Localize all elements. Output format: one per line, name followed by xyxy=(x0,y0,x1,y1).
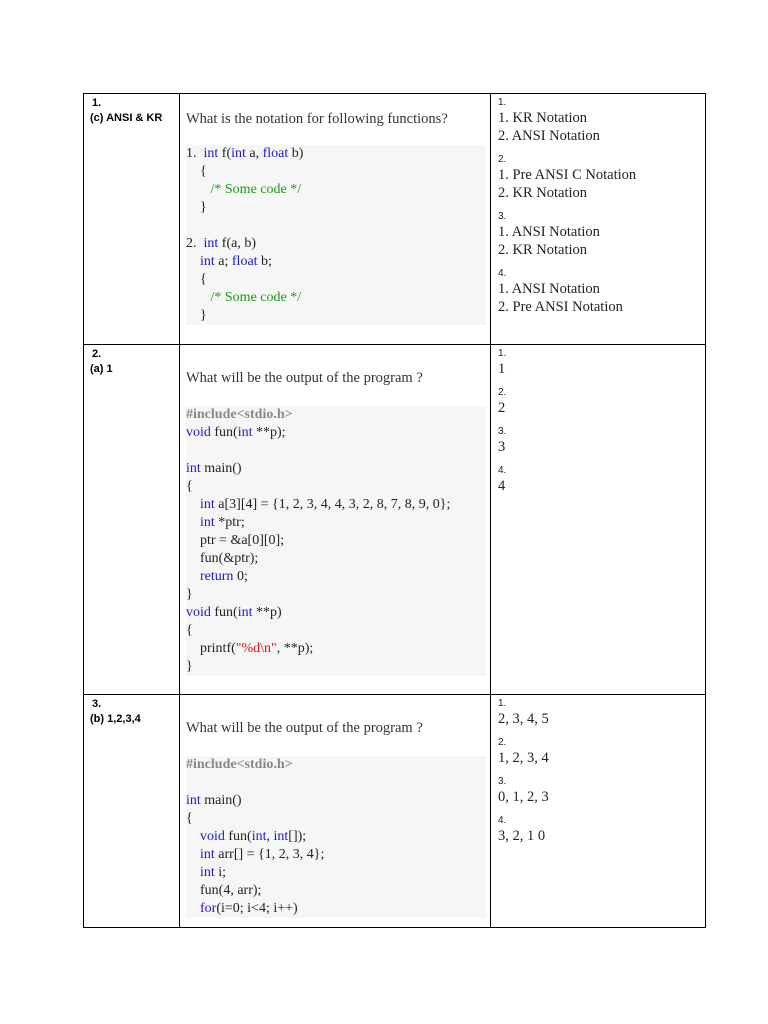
code-keyword: int xyxy=(200,515,215,530)
code-text xyxy=(186,290,211,305)
option-label: 4. xyxy=(498,268,507,279)
code-text: } xyxy=(200,200,207,215)
option-line: 2, 3, 4, 5 xyxy=(498,711,549,727)
option-label: 4. xyxy=(498,465,507,476)
code-text: { xyxy=(186,811,193,826)
code-block xyxy=(186,756,486,918)
code-keyword: int xyxy=(203,146,219,161)
option-line: 1. ANSI Notation xyxy=(498,224,600,240)
question-number: 2. xyxy=(92,348,102,360)
code-text xyxy=(186,829,200,844)
code-keyword: int xyxy=(203,236,219,251)
code-block xyxy=(186,145,486,325)
code-text: i; xyxy=(218,865,227,880)
option-4 xyxy=(498,464,705,495)
questions-table xyxy=(83,93,706,928)
option-2 xyxy=(498,386,705,417)
option-line: 2. KR Notation xyxy=(498,185,588,201)
code-text: arr[] = {1, 2, 3, 4}; xyxy=(218,847,325,862)
options-cell xyxy=(491,695,706,928)
option-label: 4. xyxy=(498,815,507,826)
code-keyword: int xyxy=(237,425,253,440)
code-text: **p); xyxy=(256,425,286,440)
code-string: "%d\n" xyxy=(235,641,277,656)
code-text: (i=0; i<4; i++) xyxy=(216,901,298,916)
code-text: f( xyxy=(218,146,232,161)
code-text: } xyxy=(186,659,193,674)
code-keyword: void xyxy=(186,605,211,620)
answer-cell xyxy=(84,345,180,695)
option-line: 2. KR Notation xyxy=(498,242,588,258)
option-label: 2. xyxy=(498,737,507,748)
code-keyword: for xyxy=(200,901,217,916)
code-text: fun( xyxy=(210,425,238,440)
code-keyword: int xyxy=(200,497,215,512)
code-text: } xyxy=(186,587,193,602)
option-line: 2 xyxy=(498,400,506,416)
code-text xyxy=(186,901,200,916)
code-text: 2. xyxy=(186,236,204,251)
option-label: 1. xyxy=(498,348,507,359)
code-text: , xyxy=(266,829,274,844)
code-text: **p) xyxy=(256,605,282,620)
code-text: main() xyxy=(204,793,242,808)
code-text: { xyxy=(186,479,193,494)
option-line: 3, 2, 1 0 xyxy=(498,828,546,844)
code-text: printf( xyxy=(186,641,236,656)
answer-key: (a) 1 xyxy=(90,363,113,375)
code-keyword: void xyxy=(200,829,225,844)
code-text: ptr = &a[0][0]; xyxy=(200,533,285,548)
option-3 xyxy=(498,775,705,806)
code-comment: /* Some code */ xyxy=(210,290,302,305)
option-3 xyxy=(498,425,705,456)
option-label: 1. xyxy=(498,97,507,108)
code-text xyxy=(186,569,200,584)
code-text: f(a, b) xyxy=(221,236,256,251)
code-keyword: void xyxy=(186,425,211,440)
code-keyword: return xyxy=(200,569,234,584)
code-text: { xyxy=(200,272,207,287)
option-1 xyxy=(498,96,705,145)
option-label: 1. xyxy=(498,698,507,709)
code-text: a; xyxy=(214,254,232,269)
option-3 xyxy=(498,210,705,259)
code-text: b; xyxy=(261,254,272,269)
code-keyword: float xyxy=(231,254,258,269)
code-text: fun( xyxy=(224,829,252,844)
option-line: 2. ANSI Notation xyxy=(498,128,600,144)
question-text: What is the notation for following functions? xyxy=(186,111,448,127)
option-line: 1. Pre ANSI C Notation xyxy=(498,167,637,183)
code-keyword: int xyxy=(237,605,253,620)
option-label: 3. xyxy=(498,426,507,437)
code-keyword: int xyxy=(186,793,201,808)
question-cell xyxy=(180,345,491,695)
table-row-question-3 xyxy=(84,695,706,928)
code-text: , **p); xyxy=(276,641,314,656)
option-1 xyxy=(498,697,705,728)
question-text: What will be the output of the program ? xyxy=(186,720,423,736)
option-line: 3 xyxy=(498,439,506,455)
code-text: fun(&ptr); xyxy=(200,551,259,566)
option-label: 2. xyxy=(498,387,507,398)
answer-key: (b) 1,2,3,4 xyxy=(90,713,141,725)
code-text: { xyxy=(186,623,193,638)
option-line: 1, 2, 3, 4 xyxy=(498,750,549,766)
code-text: a, xyxy=(245,146,263,161)
option-4 xyxy=(498,267,705,316)
option-2 xyxy=(498,153,705,202)
code-keyword: int xyxy=(273,829,289,844)
code-comment: /* Some code */ xyxy=(210,182,302,197)
option-label: 2. xyxy=(498,154,507,165)
code-preprocessor: #include<stdio.h> xyxy=(186,407,293,422)
question-text: What will be the output of the program ? xyxy=(186,370,423,386)
answer-cell xyxy=(84,695,180,928)
code-text: fun(4, arr); xyxy=(200,883,262,898)
option-line: 1. ANSI Notation xyxy=(498,281,600,297)
code-text: a[3][4] = {1, 2, 3, 4, 4, 3, 2, 8, 7, 8, 9, 0}; xyxy=(218,497,451,512)
code-text: 0; xyxy=(236,569,248,584)
option-2 xyxy=(498,736,705,767)
question-number: 3. xyxy=(92,698,102,710)
code-text xyxy=(186,515,200,530)
code-text: []); xyxy=(288,829,307,844)
option-4 xyxy=(498,814,705,845)
code-keyword: int xyxy=(200,865,215,880)
table-row-question-2 xyxy=(84,345,706,695)
option-line: 0, 1, 2, 3 xyxy=(498,789,549,805)
option-label: 3. xyxy=(498,211,507,222)
option-1 xyxy=(498,347,705,378)
option-line: 4 xyxy=(498,478,506,494)
code-text: main() xyxy=(204,461,242,476)
code-keyword: int xyxy=(231,146,246,161)
question-cell xyxy=(180,94,491,345)
code-text: } xyxy=(186,308,207,323)
option-line: 1. KR Notation xyxy=(498,110,588,126)
code-text xyxy=(186,865,200,880)
option-label: 3. xyxy=(498,776,507,787)
code-keyword: int xyxy=(200,254,215,269)
code-block xyxy=(186,406,486,676)
code-text: b) xyxy=(291,146,304,161)
code-preprocessor: #include<stdio.h> xyxy=(186,757,293,772)
options-cell xyxy=(491,345,706,695)
options-cell xyxy=(491,94,706,345)
question-number: 1. xyxy=(92,97,102,109)
code-keyword: float xyxy=(262,146,289,161)
code-text xyxy=(186,847,200,862)
code-text: fun( xyxy=(210,605,238,620)
code-text: 1. xyxy=(186,146,204,161)
option-line: 2. Pre ANSI Notation xyxy=(498,299,623,315)
code-text: *ptr; xyxy=(218,515,245,530)
code-text xyxy=(186,182,211,197)
code-keyword: int xyxy=(200,847,215,862)
answer-key: (c) ANSI & KR xyxy=(90,112,163,124)
question-cell xyxy=(180,695,491,928)
code-keyword: int xyxy=(251,829,267,844)
option-line: 1 xyxy=(498,361,506,377)
code-keyword: int xyxy=(186,461,201,476)
answer-cell xyxy=(84,94,180,345)
code-text xyxy=(186,254,200,269)
code-text xyxy=(186,497,200,512)
code-text: { xyxy=(200,164,207,179)
table-row-question-1 xyxy=(84,94,706,345)
